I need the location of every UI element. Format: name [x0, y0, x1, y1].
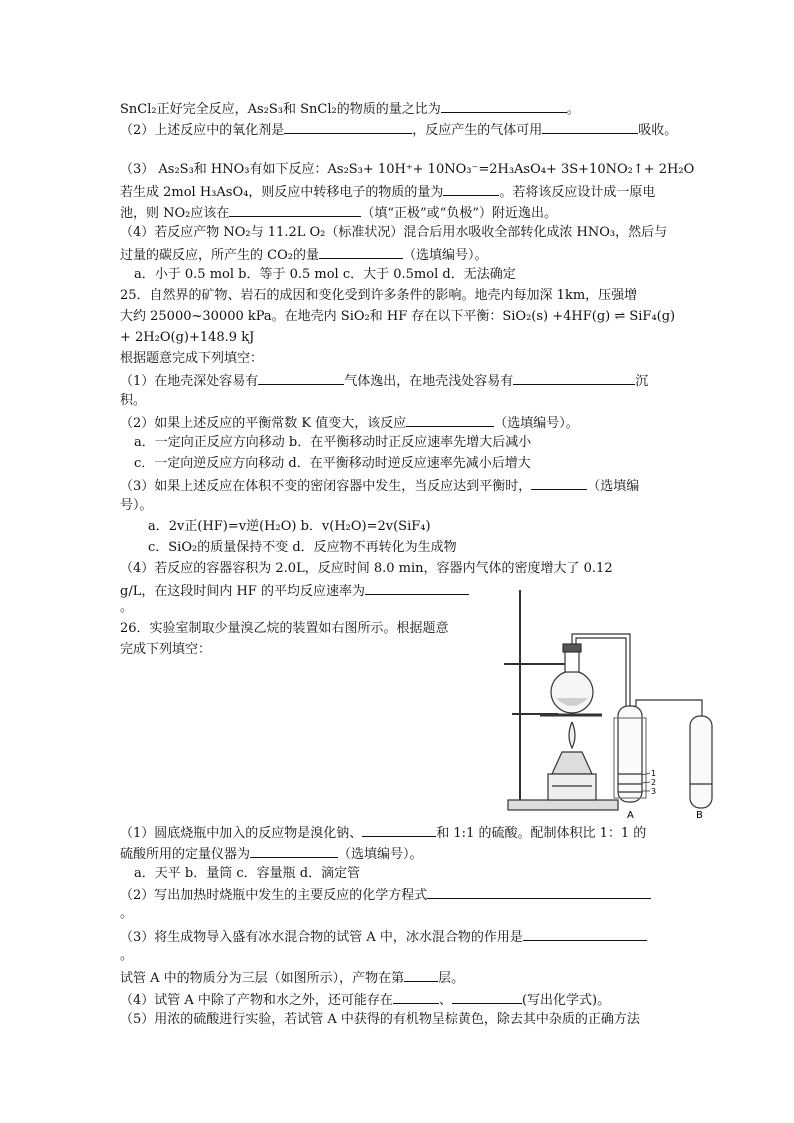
- q24-l1-end: 。: [566, 102, 580, 117]
- answer-blank[interactable]: [452, 989, 522, 1004]
- q25-line-4: [120, 349, 263, 369]
- q24-line-3: [120, 160, 694, 180]
- q24-l2-end: 吸收。: [638, 123, 678, 138]
- answer-blank[interactable]: [258, 370, 344, 385]
- q25-line-11: [120, 496, 153, 516]
- q26-line-6: [120, 884, 651, 906]
- q26-line-9: [120, 946, 133, 966]
- q25-line-15: [120, 580, 469, 602]
- q26-l4-end: （选填编号）。: [338, 847, 423, 862]
- flask-stopper: [563, 644, 581, 652]
- apparatus-diagram: [490, 588, 716, 820]
- answer-blank[interactable]: [427, 884, 651, 899]
- q26-l11-sep: 、: [438, 993, 452, 1008]
- q24-l2-mid: ，反应产生的气体可用: [412, 123, 543, 138]
- q26-line-7: [120, 904, 133, 924]
- q26-l10-end: 层。: [438, 971, 465, 986]
- q25-l6-text: 积。: [120, 393, 147, 408]
- q26-options: a．天平 b．量筒 c．容量瓶 d．滴定管: [134, 866, 361, 881]
- q26-line-5: [134, 864, 360, 884]
- test-tube-b: [690, 716, 712, 808]
- stand-base: [508, 800, 618, 810]
- q25-line-2: [120, 307, 675, 327]
- flame: [569, 722, 575, 748]
- q24-l1-text: SnCl₂正好完全反应，As₂S₃和 SnCl₂的物质的量之比为: [120, 102, 441, 117]
- answer-blank[interactable]: [531, 475, 587, 490]
- q26-l9-text: 。: [120, 948, 134, 963]
- q25-line-3: [120, 328, 254, 348]
- q25-option-cd-2: c．SiO₂的质量保持不变 d．反应物不再转化为生成物: [148, 540, 457, 555]
- q25-line-5: [120, 370, 648, 392]
- round-bottom-flask: [551, 671, 593, 713]
- q26-line-4: [120, 843, 423, 865]
- q26-line-8: [120, 926, 647, 948]
- q26-l8-text: （3）将生成物导入盛有冰水混合物的试管 A 中，冰水混合物的作用是: [120, 930, 523, 945]
- q24-l6-text: （4）若反应产物 NO₂与 11.2L O₂（标准状况）混合后用水吸收全部转化成浓 HNO₃，然后与: [120, 225, 668, 240]
- q26-line-3: [120, 822, 646, 844]
- alcohol-lamp: [552, 752, 592, 774]
- q24-l3-text: （3） As₂S₃和 HNO₃有如下反应：As₂S₃+ 10H⁺+ 10NO₃⁻=2H₃AsO₄+ 3S+10NO₂↑+ 2H₂O: [120, 162, 695, 177]
- q25-line-1: [120, 286, 637, 306]
- q24-line-1: [120, 98, 580, 120]
- q26-line-11: [120, 989, 610, 1011]
- q24-l5-end: （填“正极”或“负极”）附近逸出。: [361, 206, 557, 221]
- q25-option-ab: a．一定向正反应方向移动 b．在平衡移动时正反应速率先增大后减小: [134, 435, 532, 450]
- tube-a-label: A: [627, 810, 634, 820]
- q25-line-7: [120, 412, 579, 434]
- answer-blank[interactable]: [319, 244, 403, 259]
- q25-l4-text: 根据题意完成下列填空：: [120, 351, 264, 366]
- answer-blank[interactable]: [229, 202, 361, 217]
- q26-l3-end: 和 1:1 的硫酸。配制体积比 1：1 的: [436, 826, 647, 841]
- q26-l11-text: （4）试管 A 中除了产物和水之外，还可能存在: [120, 993, 393, 1008]
- q25-line-8: [134, 433, 531, 453]
- q24-line-6: [120, 223, 667, 243]
- answer-blank[interactable]: [523, 926, 647, 941]
- q26-l6-text: （2）写出加热时烧瓶中发生的主要反应的化学方程式: [120, 888, 428, 903]
- answer-blank[interactable]: [441, 98, 567, 113]
- q25-l10-end: （选填编: [587, 479, 640, 494]
- answer-blank[interactable]: [542, 119, 638, 134]
- q25-l5-mid: 气体逸出，在地壳浅处容易有: [344, 374, 514, 389]
- q25-l14-text: （4）若反应的容器容积为 2.0L，反应时间 8.0 min，容器内气体的密度增大了 0.12: [120, 561, 613, 576]
- q26-l12-text: （5）用浓的硫酸进行实验，若试管 A 中获得的有机物呈棕黄色，除去其中杂质的正确方法: [120, 1012, 640, 1027]
- layer-2-label: 2: [651, 778, 657, 787]
- test-tube-a: [618, 706, 642, 802]
- q25-option-cd: c．一定向逆反应方向移动 d．在平衡移动时逆反应速率先减小后增大: [134, 456, 531, 471]
- q24-line-8: [134, 265, 516, 285]
- q24-l7-text: 过量的碳反应，所产生的 CO₂的量: [120, 248, 319, 263]
- q25-l1-text: 25．自然界的矿物、岩石的成因和变化受到许多条件的影响。地壳内每加深 1km，压强增: [120, 288, 638, 303]
- q24-line-2: [120, 119, 677, 141]
- q24-l2-text: （2）上述反应中的氧化剂是: [120, 123, 285, 138]
- q25-l15-text: g/L，在这段时间内 HF 的平均反应速率为: [120, 584, 365, 599]
- q25-l11-text: 号）。: [120, 498, 153, 513]
- q25-line-16: [120, 598, 133, 618]
- q26-line-2: [120, 640, 211, 660]
- q26-line-1: [120, 619, 449, 639]
- q26-l3-text: （1）圆底烧瓶中加入的反应物是溴化钠、: [120, 826, 363, 841]
- q26-l4-text: 硫酸所用的定量仪器为: [120, 847, 251, 862]
- q25-l5-text: （1）在地壳深处容易有: [120, 374, 259, 389]
- layer-3-label: 3: [651, 787, 657, 796]
- q24-l7-end: （选填编号）。: [402, 248, 488, 263]
- q25-l3-text: + 2H₂O(g)+148.9 kJ: [120, 330, 255, 345]
- q26-l2-text: 完成下列填空：: [120, 642, 212, 657]
- q26-l10-text: 试管 A 中的物质分为三层（如图所示），产物在第: [120, 971, 405, 986]
- answer-blank[interactable]: [284, 119, 412, 134]
- q25-l5-end: 沉: [635, 374, 649, 389]
- q24-l4-end: 。若将该反应设计成一原电: [499, 185, 656, 200]
- q24-line-5: [120, 202, 557, 224]
- q25-l10-text: （3）如果上述反应在体积不变的密闭容器中发生，当反应达到平衡时，: [120, 479, 532, 494]
- q24-l5-text: 池，则 NO₂应该在: [120, 206, 230, 221]
- q25-l7-end: （选填编号）。: [494, 416, 579, 431]
- q25-line-12: [148, 517, 431, 537]
- q26-l7-text: 。: [120, 906, 134, 921]
- q24-line-4: [120, 181, 655, 203]
- tube-b-label: B: [696, 810, 703, 820]
- answer-blank[interactable]: [362, 822, 436, 837]
- layer-1-label: 1: [651, 769, 657, 778]
- q25-line-14: [120, 559, 613, 579]
- answer-blank[interactable]: [393, 989, 439, 1004]
- q25-line-9: [134, 454, 531, 474]
- flask-neck: [565, 650, 579, 672]
- q25-line-6: [120, 391, 146, 411]
- q24-options: a．小于 0.5 mol b．等于 0.5 mol c．大于 0.5mol d．无法确定: [134, 267, 516, 282]
- q25-line-10: [120, 475, 639, 497]
- q26-l11-end: (写出化学式)。: [521, 993, 611, 1008]
- answer-blank[interactable]: [250, 843, 338, 858]
- answer-blank[interactable]: [406, 412, 494, 427]
- q26-l1-text: 26．实验室制取少量溴乙烷的装置如右图所示。根据题意: [120, 621, 449, 636]
- answer-blank[interactable]: [513, 370, 635, 385]
- q25-line-13: [148, 538, 457, 558]
- q25-l2-text: 大约 25000~30000 kPa。在地壳内 SiO₂和 HF 存在以下平衡：SiO₂(s) +4HF(g) ⇌ SiF₄(g): [120, 309, 676, 324]
- answer-blank[interactable]: [365, 580, 469, 595]
- q25-l7-text: （2）如果上述反应的平衡常数 K 值变大，该反应: [120, 416, 407, 431]
- q24-line-7: [120, 244, 487, 266]
- answer-blank[interactable]: [443, 181, 499, 196]
- q26-line-10: [120, 967, 464, 989]
- q25-option-ab-2: a．2v正(HF)=v逆(H₂O) b．v(H₂O)=2v(SiF₄): [148, 519, 431, 534]
- q25-l16-text: 。: [120, 600, 134, 615]
- q24-l4-text: 若生成 2mol H₃AsO₄，则反应中转移电子的物质的量为: [120, 185, 444, 200]
- answer-blank[interactable]: [404, 967, 438, 982]
- q26-line-12: [120, 1010, 640, 1030]
